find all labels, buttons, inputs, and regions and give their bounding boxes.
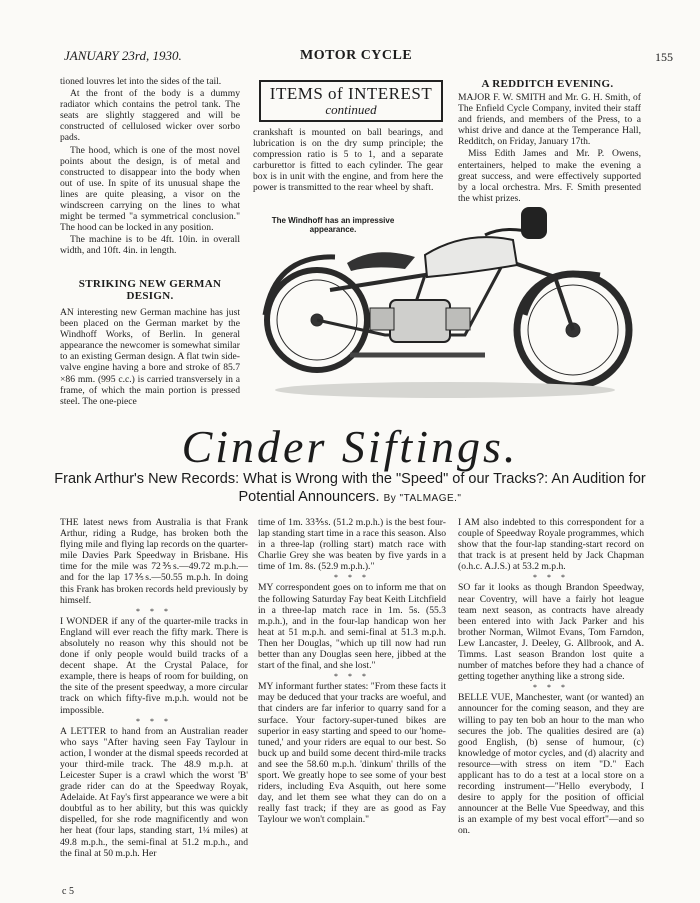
paragraph: time of 1m. 33⅗s. (51.2 m.p.h.) is the best four-lap standing start time in a race this season. Also in a three-lap (rolling start) match race with Charlie Grey she was beaten by five yards in a time of 1m. 8s. (52.9 m.p.h.)." — [258, 517, 446, 573]
engine — [390, 300, 450, 342]
column-1-top — [60, 76, 240, 258]
column-1-bottom — [60, 517, 248, 860]
paragraph: SO far it looks as though Brandon Speedway, near Coventry, will have a fairly hot league team next season, as contracts have already been entered into with Jack Parker and his brother Norman, Wilmot Evans, Tom Farndon, Lew Lancaster, J. Deeley, G. Allbrook, and A. Timms. Last season Brandon lost quite a number of matches before they had a chance of getting together anything like a strong side. — [458, 582, 644, 683]
paragraph: MY informant further states: "From these facts it may be deduced that your tracks are woeful, and that cinders are far inferior to quarry sand for a surface. Your factory-super-tuned bikes are superior in easy starting and speed to our 'home-tuned,' and your riders are equal to our best. So buck up and build some decent third-mile tracks and see the 58.60 m.p.h. 'dinkum' thrills of the sport. We greatly hope to see some of your best riders, including Eva Asquith, out here some day, and let them see what they can do on a really fast track; if they are as good as Fay Taylour we won't complain." — [258, 681, 446, 826]
section-separator: * * * — [533, 573, 569, 583]
issue-date: JANUARY 23rd, 1930. — [64, 48, 182, 63]
redditch-article — [458, 92, 641, 205]
paragraph: A LETTER to hand from an Australian reader who says "After having seen Fay Taylour in action, I wonder at the dismal speeds recorded at your third-mile track. The 48.9 m.p.h. at Leicester Super is a crawl which the worst 'B' grade rider can do at the Speedway Royak, Adelaide. At Fay's first appearance we were a bit doubtful as to her ability, but this was quickly dispelled, for she rode magnificently and won her heat (four laps, standing start, 1¼ miles) at 49.8 m.p.h., the semi-final at 51.2 m.p.h., and the final at 50 m.p.h. Her — [60, 725, 248, 859]
paragraph: Miss Edith James and Mr. P. Owens, entertainers, helped to make the evening a great success, and were effectively supported by a local orchestra. Mrs. F. Smith presented the whist prizes. — [458, 148, 641, 204]
paragraph: THE latest news from Australia is that Frank Arthur, riding a Rudge, has broken both the flying mile and flying lap records on the quarter-mile Davies Park Speedway in Brisbane. His time for the mile was 72⅗s.—49.72 m.p.h.—and for the lap 17⅗s.—50.55 m.p.h. In doing this Frank has broken records held previously by himself. — [60, 517, 248, 606]
paragraph: I WONDER if any of the quarter-mile tracks in England will ever reach the fifty mark. There is absolutely no reason why this should not be done if only people would build tracks of a decent shape. At the Crystal Palace, for example, there is heaps of room for building, on the site of the present speedway, a more circular track on which fifty-five m.p.h. would not be impossible. — [60, 615, 248, 716]
cinder-siftings-subtitle — [40, 470, 660, 508]
section-separator: * * * — [334, 672, 370, 682]
middle-column-top — [253, 127, 443, 195]
page-footer-code: c 5 — [62, 886, 74, 897]
byline: By "TALMAGE." — [383, 493, 462, 504]
redditch-heading: A REDDITCH EVENING. — [481, 78, 614, 90]
magazine-title: MOTOR CYCLE — [300, 48, 413, 63]
column-2-bottom — [258, 517, 446, 826]
paragraph: I AM also indebted to this correspondent for a couple of Speedway Royale programmes, which show that the four-lap standing-start record on that track is at present held by Jack Chapman (o.h.c. A.J.S.) at 53.2 m.p.h. — [458, 517, 644, 573]
fuel-tank — [425, 237, 517, 277]
paragraph: BELLE VUE, Manchester, want (or wanted) an announcer for the coming season, and they are willing to pay ten bob an hour to the man who secures the job. The qualities desired are (a) good English, (b) sense of humour, (c) knowledge of motor cycles, and (d) alacrity and resource—with stress on item "D." Each applicant has to do a test at a local store on a recording instrument—"Hello everybody, I desire to apply for the position of official announcer at the Belle Vue Speedway, and this is an example of my best vocal effort"—and so on. — [458, 692, 644, 837]
paragraph: crankshaft is mounted on ball bearings, and lubrication is on the dry sump principle; the compression ratio is 5 to 1, and a separate carburettor is fitted to each cylinder. The gear box is in unit with the engine, and from here the power is transmitted to the rear wheel by shaft. — [253, 127, 443, 194]
section-separator: * * * — [334, 573, 370, 583]
section-separator: * * * — [533, 683, 569, 693]
photo-caption: The Windhoff has an impressive appearance. — [271, 216, 395, 234]
items-of-interest-box — [259, 80, 443, 122]
page-number: 155 — [655, 50, 673, 64]
column-3-bottom — [458, 517, 644, 838]
subtitle-text: Frank Arthur's New Records: What is Wrong with the "Speed" of our Tracks?: An Audition for Potential Announcers. — [54, 471, 646, 505]
paragraph: AN interesting new German machine has just been placed on the German market by the Windhoff Works, of Berlin. In general appearance the newcomer is somewhat similar to an existing German design. A flat twin side-valve engine having a bore and stroke of 85.7 ×86 mm. (995 c.c.) is carried transversely in a frame, of which the main portion is pressed steel. The one-piece — [60, 307, 240, 407]
paragraph: MY correspondent goes on to inform me that on the following Saturday Fay beat Keith Litchfield in a three-lap match race in 1m. 5s. (55.3 m.p.h.), and in the four-lap handicap won her heat at 51 m.p.h. and semi-final at 51.3 m.p.h. Then her Douglas, "which up till now had run better than any Douglas seen here, jibbed at the start of the final, and she lost." — [258, 582, 446, 672]
windhoff-motorcycle-illustration — [255, 205, 655, 415]
section-separator: * * * — [136, 606, 172, 616]
paragraph: MAJOR F. W. SMITH and Mr. G. H. Smith, of The Enfield Cycle Company, invited their staff and friends, and members of the Press, to a whist drive and dance at the Temperance Hall, Redditch, on Friday, January 17th. — [458, 92, 641, 148]
section-separator: * * * — [136, 716, 172, 726]
items-subtitle: continued — [325, 102, 377, 117]
german-article — [60, 307, 240, 408]
paragraph: The machine is to be 4ft. 10in. in overall width, and 10ft. 4in. in length. — [60, 234, 240, 257]
german-heading: STRIKING NEW GERMAN DESIGN. — [78, 278, 222, 302]
paragraph: At the front of the body is a dummy radiator which contains the petrol tank. The seats are slightly staggered and will be constructed of cellulosed wicker over sorbo pads. — [60, 88, 240, 144]
items-title: ITEMS of INTEREST — [269, 84, 433, 103]
paragraph: tioned louvres let into the sides of the tail. — [60, 76, 222, 87]
paragraph: The hood, which is one of the most novel points about the design, is of metal and constructed to disappear into the body when out of use. In spite of its unusual shape the lines are quite pleasing, a visor on the windscreen carrying on the lines to what might be termed "a symmetrical conclusion." The hood can be locked in any position. — [60, 144, 240, 234]
saddle — [347, 252, 415, 271]
cinder-siftings-title: Cinder Siftings. — [181, 421, 519, 472]
